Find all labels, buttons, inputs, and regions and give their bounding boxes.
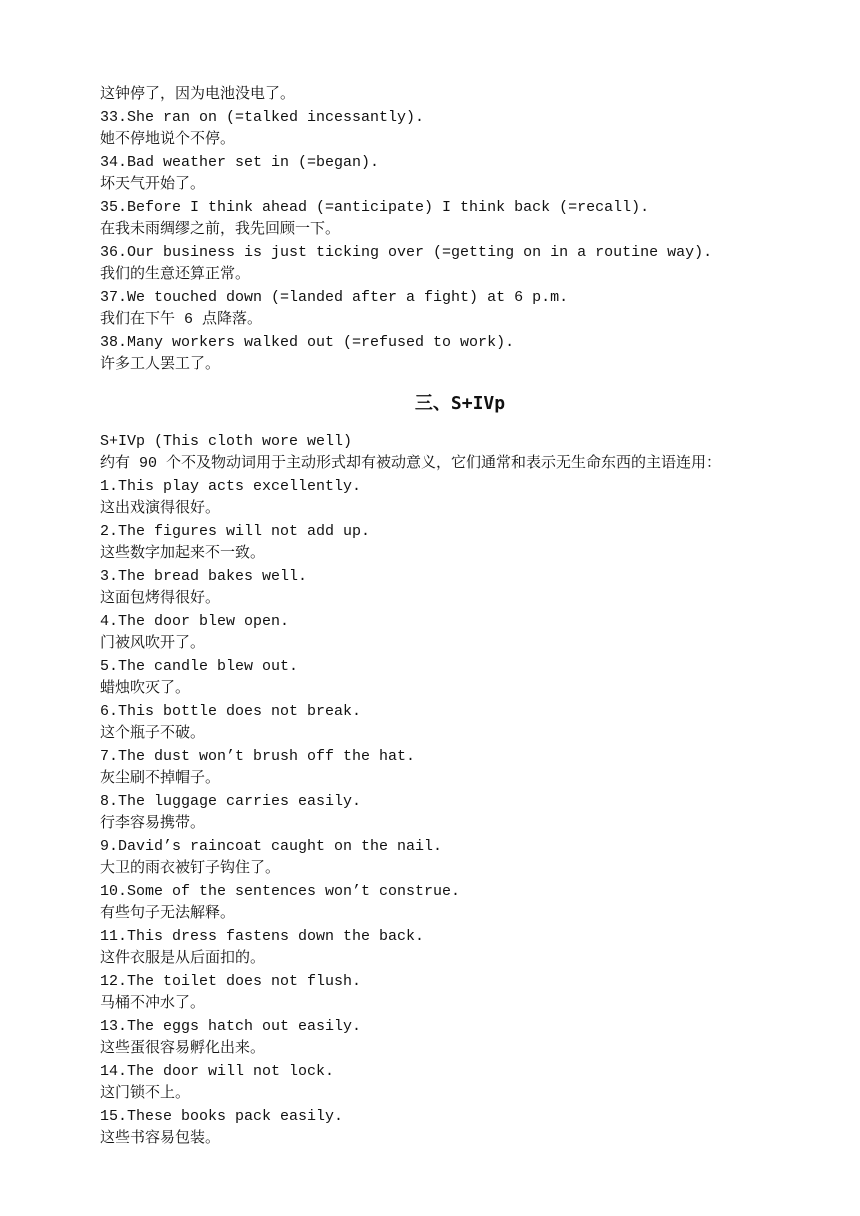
text-line: 这钟停了，因为电池没电了。 [100, 86, 296, 103]
text-line: 36.Our business is just ticking over (=getting on in a routine way). [100, 243, 713, 261]
text-line: 灰尘刷不掉帽子。 [100, 770, 221, 787]
text-line: 这个瓶子不破。 [100, 725, 206, 742]
text-line: 38.Many workers walked out (=refused to work). [100, 333, 515, 351]
text-block-s-ivp [100, 431, 800, 1151]
text-line: 34.Bad weather set in (=began). [100, 153, 380, 171]
text-line: 在我未雨绸缪之前，我先回顾一下。 [100, 221, 341, 238]
text-line: 11.This dress fastens down the back. [100, 927, 425, 945]
text-line: 12.The toilet does not flush. [100, 972, 362, 990]
text-line: 这些书容易包装。 [100, 1130, 221, 1147]
text-line: 马桶不冲水了。 [100, 995, 206, 1012]
text-line: 33.She ran on (=talked incessantly). [100, 108, 425, 126]
text-line: S+IVp (This cloth wore well) [100, 432, 353, 450]
text-line: 这门锁不上。 [100, 1085, 191, 1102]
text-line: 她不停地说个不停。 [100, 131, 236, 148]
text-line: 3.The bread bakes well. [100, 567, 308, 585]
text-line: 9.David’s raincoat caught on the nail. [100, 837, 443, 855]
section-heading: 三、S+IVp [414, 392, 506, 414]
text-block-phrasal-verbs [100, 84, 800, 377]
text-line: 坏天气开始了。 [100, 176, 206, 193]
text-line: 10.Some of the sentences won’t construe. [100, 882, 461, 900]
text-line: 这些蛋很容易孵化出来。 [100, 1040, 266, 1057]
text-line: 35.Before I think ahead (=anticipate) I think back (=recall). [100, 198, 650, 216]
text-line: 门被风吹开了。 [100, 635, 206, 652]
text-line: 这出戏演得很好。 [100, 500, 221, 517]
text-line: 大卫的雨衣被钉子钩住了。 [100, 860, 281, 877]
text-line: 4.The door blew open. [100, 612, 290, 630]
text-line: 37.We touched down (=landed after a fight) at 6 p.m. [100, 288, 569, 306]
text-line: 2.The figures will not add up. [100, 522, 371, 540]
text-line: 14.The door will not lock. [100, 1062, 335, 1080]
text-line: 8.The luggage carries easily. [100, 792, 362, 810]
text-line: 6.This bottle does not break. [100, 702, 362, 720]
text-line: 这面包烤得很好。 [100, 590, 221, 607]
text-line: 蜡烛吹灭了。 [100, 680, 191, 697]
text-line: 行李容易携带。 [100, 815, 206, 832]
text-line: 1.This play acts excellently. [100, 477, 362, 495]
text-line: 有些句子无法解释。 [100, 905, 236, 922]
text-line: 许多工人罢工了。 [100, 356, 221, 373]
text-line: 这些数字加起来不一致。 [100, 545, 266, 562]
text-line: 这件衣服是从后面扣的。 [100, 950, 266, 967]
text-line: 15.These books pack easily. [100, 1107, 344, 1125]
text-line: 我们在下午 6 点降落。 [100, 311, 263, 328]
text-line: 13.The eggs hatch out easily. [100, 1017, 362, 1035]
text-line: 7.The dust won’t brush off the hat. [100, 747, 416, 765]
text-line: 5.The candle blew out. [100, 657, 299, 675]
text-line: 约有 90 个不及物动词用于主动形式却有被动意义，它们通常和表示无生命东西的主语连用： [100, 455, 722, 472]
document-page [100, 84, 800, 1151]
text-line: 我们的生意还算正常。 [100, 266, 251, 283]
